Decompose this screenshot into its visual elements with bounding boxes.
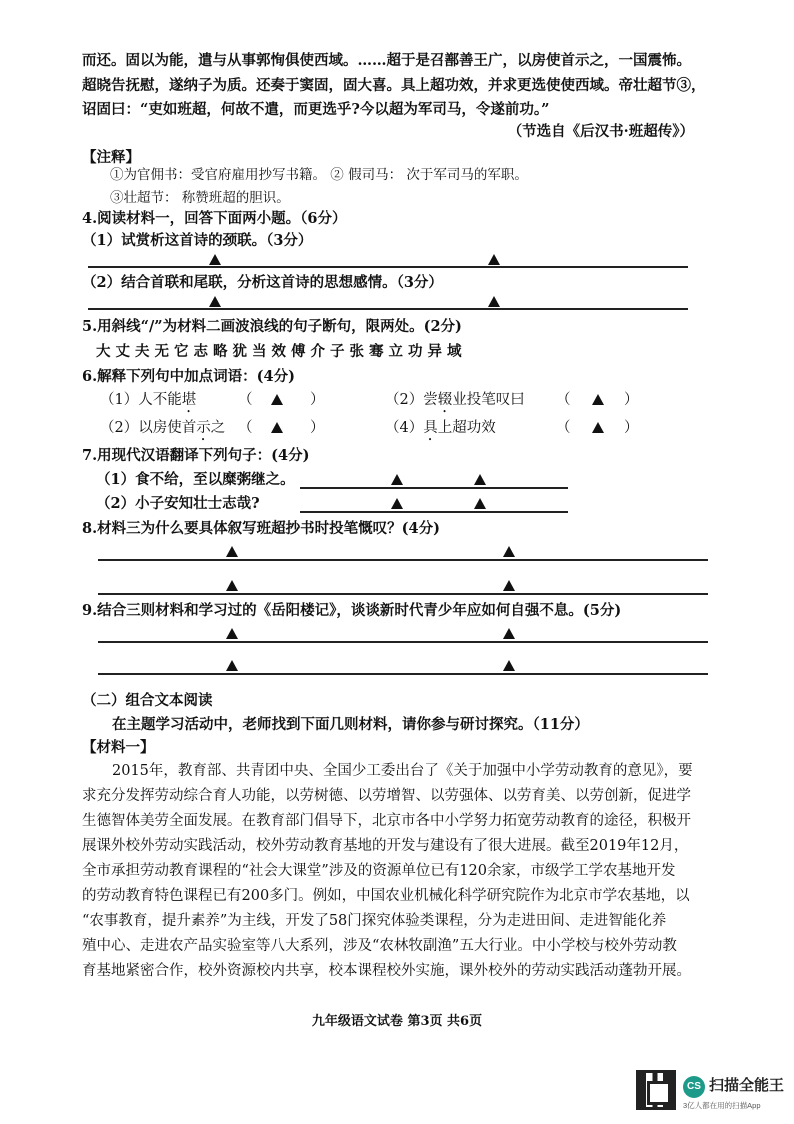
q8-title: 8.材料三为什么要具体叙写班超抄书时投笔慨叹？(4分) (82, 520, 440, 537)
answer-marker (503, 628, 515, 639)
q6-title: 6.解释下列句中加点词语：(4分) (82, 368, 295, 385)
notes-heading: 【注释】 (82, 149, 140, 166)
answer-marker (488, 296, 500, 307)
material1-line-8: 殖中心、走进农产品实验室等八大系列，涉及“农林牧副渔”五大行业。中小学校与校外劳动教 (82, 938, 677, 954)
q5-title: 5.用斜线“/”为材料二画波浪线的句子断句，限两处。(2分) (82, 318, 462, 335)
camscanner-logo-icon: CS (683, 1076, 705, 1098)
answer-marker (226, 628, 238, 639)
section2-intro: 在主题学习活动中，老师找到下面几则材料，请你参与研讨探究。（11分） (112, 716, 589, 733)
passage-source: （节选自《后汉书·班超传》） (507, 123, 694, 140)
q7-sub1: （1）食不给，至以糜粥继之。 (96, 471, 295, 488)
qr-code-icon (636, 1070, 676, 1110)
material1-line-7: “农事教育，提升素养”为主线，开发了58门探究体验类课程，分为走进田间、走进智能化养 (82, 913, 667, 929)
paren-close: ） (624, 392, 639, 408)
material1-line-6: 的劳动教育特色课程已有200多门。例如，中国农业机械化科学研究院作为北京市学农基地，以 (82, 888, 690, 904)
answer-line[interactable] (98, 673, 708, 675)
material1-line-4: 展课外校外劳动实践活动，校外劳动教育基地的开发与建设有了很大进展。截至2019年12月， (82, 838, 689, 854)
answer-marker (209, 254, 221, 265)
note-line-2: ③壮超节： 称赞班超的胆识。 (110, 190, 290, 206)
passage-line-1: 而还。固以为能，遣与从事郭恂俱使西域。……超于是召鄯善王广，以房使首示之，一国震怖。 (82, 52, 691, 69)
material1-line-3: 生德智体美劳全面发展。在教育部门倡导下，北京市各中小学努力拓宽劳动教育的途径，积极开 (82, 813, 691, 829)
paren-open: （ (556, 392, 571, 408)
paren-open: （ (238, 392, 253, 408)
answer-marker (391, 498, 403, 509)
q4-title: 4.阅读材料一，回答下面两小题。（6分） (82, 210, 347, 227)
q6-item-1: （1）人不能堪 (100, 392, 197, 408)
answer-marker (209, 296, 221, 307)
q7-title: 7.用现代汉语翻译下列句子：(4分) (82, 447, 310, 464)
material1-heading: 【材料一】 (82, 739, 155, 756)
answer-line[interactable] (300, 487, 568, 489)
q4-sub1: （1）试赏析这首诗的颈联。（3分） (82, 232, 313, 249)
answer-marker[interactable] (271, 394, 283, 405)
q6-item-3: （2）以房使首示之 (100, 420, 226, 436)
passage-line-3: 诏固曰：“吏如班超，何故不遣，而更选乎?今以超为军司马，令遂前功。” (82, 101, 550, 118)
answer-marker (391, 474, 403, 485)
answer-marker (503, 546, 515, 557)
material1-line-2: 求充分发挥劳动综合育人功能，以劳树德、以劳增智、以劳强体、以劳育美、以劳创新，促进学 (82, 788, 691, 804)
q9-title: 9.结合三则材料和学习过的《岳阳楼记》，谈谈新时代青少年应如何自强不息。(5分) (82, 602, 622, 619)
answer-marker[interactable] (592, 394, 604, 405)
answer-marker[interactable] (592, 422, 604, 433)
page-footer: 九年级语文试卷 第3页 共6页 (311, 1014, 483, 1029)
q6-item-4: （4）具上超功效 (385, 420, 496, 436)
answer-marker (503, 660, 515, 671)
answer-marker (226, 580, 238, 591)
scanner-app-name: 扫描全能王 (709, 1077, 785, 1094)
paren-open: （ (238, 420, 253, 436)
answer-marker (226, 660, 238, 671)
q6-item-2: （2）尝辍业投笔叹曰 (385, 392, 525, 408)
section2-heading: （二）组合文本阅读 (82, 692, 213, 709)
answer-line[interactable] (88, 266, 688, 268)
material1-line-9: 育基地紧密合作，校外资源校内共享，校本课程校外实施，课外校外的劳动实践活动蓬勃开展。 (82, 963, 691, 979)
material1-line-1: 2015年，教育部、共青团中央、全国少工委出台了《关于加强中小学劳动教育的意见》，要 (112, 763, 693, 779)
answer-line[interactable] (98, 593, 708, 595)
answer-line[interactable] (98, 559, 708, 561)
passage-line-2: 超晓告抚慰，遂纳子为质。还奏于窦固，固大喜。具上超功效，并求更选使使西域。帝壮超节③， (82, 77, 706, 94)
answer-marker (226, 546, 238, 557)
paren-open: （ (556, 420, 571, 436)
material1-line-5: 全市承担劳动教育课程的“社会大课堂”涉及的资源单位已有120余家，市级学工学农基地开发 (82, 863, 676, 879)
answer-line[interactable] (300, 511, 568, 513)
note-line-1: ①为官佣书：受官府雇用抄写书籍。 ② 假司马： 次于军司马的军职。 (110, 167, 528, 183)
paren-close: ） (310, 392, 325, 408)
answer-marker (474, 498, 486, 509)
answer-marker[interactable] (271, 422, 283, 433)
answer-marker (503, 580, 515, 591)
q7-sub2: （2）小子安知壮士志哉? (96, 495, 260, 512)
q5-sentence: 大丈夫无它志略犹当效傅介子张骞立功异域 (96, 343, 467, 360)
q4-sub2: （2）结合首联和尾联，分析这首诗的思想感情。（3分） (82, 274, 443, 291)
answer-line[interactable] (88, 308, 688, 310)
answer-marker (488, 254, 500, 265)
answer-marker (474, 474, 486, 485)
paren-close: ） (624, 420, 639, 436)
scanner-app-tagline: 3亿人都在用的扫描App (683, 1101, 761, 1110)
paren-close: ） (310, 420, 325, 436)
answer-line[interactable] (98, 641, 708, 643)
